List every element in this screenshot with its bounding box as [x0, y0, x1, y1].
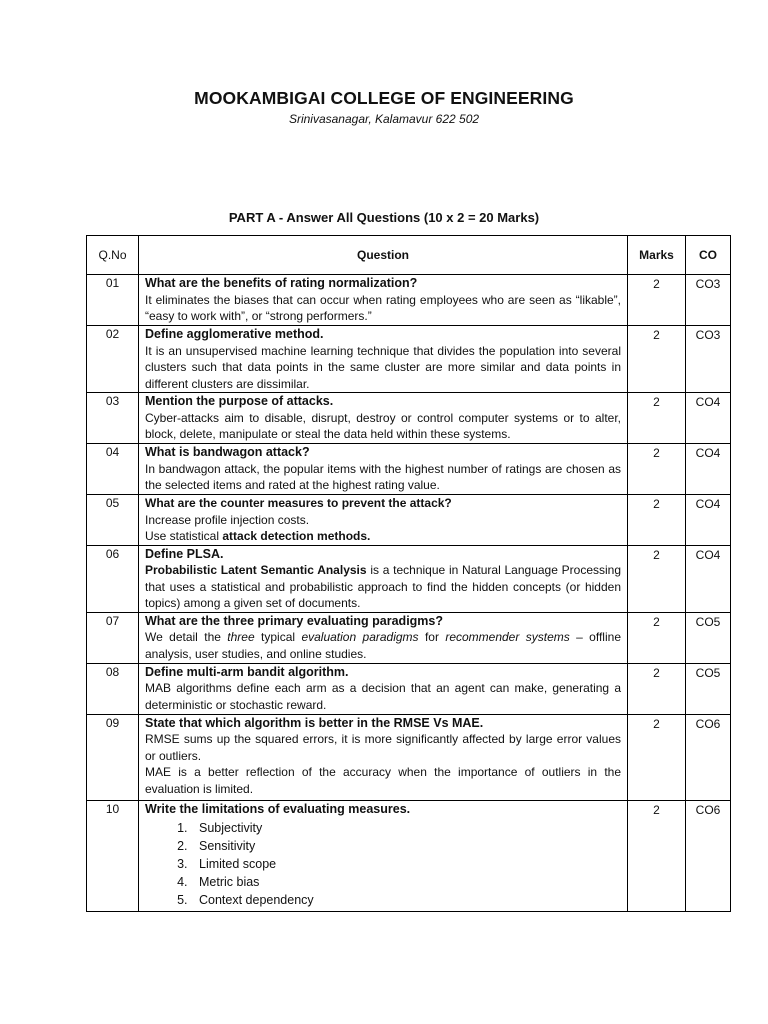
answer-text [145, 562, 621, 612]
co-cell: CO6 [686, 800, 731, 912]
college-name: MOOKAMBIGAI COLLEGE OF ENGINEERING [194, 88, 574, 108]
answer-text-plain: is a technique in Natural Language Processing that uses a statistical and probabilistic approach to find the hidden concepts (or hidden topics) among a given set of documents. [145, 563, 622, 610]
list-item: 2. Sensitivity [191, 837, 621, 855]
header-marks: Marks [628, 236, 686, 275]
part-title: PART A - Answer All Questions (10 x 2 = 20 Marks) [228, 210, 540, 225]
question-title: Define PLSA. [145, 546, 224, 561]
question-title: State that which algorithm is better in the RMSE Vs MAE. [145, 715, 484, 730]
question-cell [139, 275, 628, 326]
question-title: What are the three primary evaluating paradigms? [145, 613, 443, 628]
qno-cell: 10 [87, 800, 139, 912]
qno-cell: 07 [87, 612, 139, 663]
answer-text: Increase profile injection costs. [145, 512, 310, 527]
co-cell: CO4 [686, 495, 731, 546]
marks-cell: 2 [628, 275, 686, 326]
table-row [87, 800, 731, 912]
question-cell [139, 444, 628, 495]
answer-text-bold: Probabilistic Latent Semantic Analysis [145, 563, 367, 577]
table-row [87, 612, 731, 663]
table-header-row [87, 236, 731, 275]
qno-cell: 06 [87, 545, 139, 612]
question-table [86, 235, 731, 912]
co-cell: CO3 [686, 275, 731, 326]
qno-cell: 05 [87, 495, 139, 546]
question-cell [139, 326, 628, 393]
question-title: Define multi-arm bandit algorithm. [145, 664, 349, 679]
question-title: What are the benefits of rating normalization? [145, 276, 418, 290]
answer-text: It is an unsupervised machine learning technique that divides the population into several clusters such that data points in the same cluster are more similar and data points in different clusters are dissimilar. [145, 343, 621, 391]
qno-cell: 02 [87, 326, 139, 393]
question-title: Write the limitations of evaluating measures. [145, 801, 411, 816]
answer-text: MAB algorithms define each arm as a decision that an agent can make, generating a deterministic or stochastic reward. [145, 681, 621, 712]
table-row [87, 495, 731, 546]
marks-cell: 2 [628, 714, 686, 800]
qno-cell: 04 [87, 444, 139, 495]
marks-cell: 2 [628, 495, 686, 546]
co-cell: CO5 [686, 663, 731, 714]
marks-cell: 2 [628, 393, 686, 444]
college-address: Srinivasanagar, Kalamavur 622 502 [288, 112, 480, 126]
co-cell: CO6 [686, 714, 731, 800]
answer-text-bold: attack detection methods. [222, 529, 371, 543]
answer-text-plain: Use statistical [145, 529, 223, 543]
table-row [87, 326, 731, 393]
marks-cell: 2 [628, 612, 686, 663]
marks-cell: 2 [628, 800, 686, 912]
answer-text: Cyber-attacks aim to disable, disrupt, destroy or control computer systems or to alter, block, delete, manipulate or steal the data held within these systems. [145, 410, 621, 441]
question-cell [139, 663, 628, 714]
question-title: Mention the purpose of attacks. [145, 394, 334, 408]
answer-text-plain: – offline analysis, user studies, and online studies. [145, 630, 621, 661]
question-title: What is bandwagon attack? [145, 445, 310, 459]
marks-cell: 2 [628, 444, 686, 495]
marks-cell: 2 [628, 545, 686, 612]
limitations-list [145, 819, 621, 909]
question-cell [139, 545, 628, 612]
answer-text-italic: evaluation paradigms [301, 630, 419, 644]
marks-cell: 2 [628, 663, 686, 714]
answer-text-plain: typical [254, 630, 302, 644]
list-item: 5. Context dependency [191, 891, 621, 909]
answer-text-italic: recommender systems [445, 630, 570, 644]
list-item: 4. Metric bias [191, 873, 621, 891]
question-cell [139, 800, 628, 912]
co-cell: CO4 [686, 444, 731, 495]
answer-text: MAE is a better reflection of the accuracy when the importance of outliers in the evaluation is limited. [145, 765, 621, 796]
question-cell [139, 714, 628, 800]
co-cell: CO5 [686, 612, 731, 663]
table-row [87, 663, 731, 714]
answer-text [145, 629, 621, 662]
table-row [87, 545, 731, 612]
answer-text: It eliminates the biases that can occur when rating employees who are seen as “likable”, “easy to work with”, or “strong performers.” [145, 292, 621, 323]
question-cell [139, 612, 628, 663]
qno-cell: 08 [87, 663, 139, 714]
list-item: 1. Subjectivity [191, 819, 621, 837]
answer-text-italic: three [227, 630, 255, 644]
co-cell: CO4 [686, 393, 731, 444]
header-qno: Q.No [87, 236, 139, 275]
header-co: CO [686, 236, 731, 275]
table-row [87, 444, 731, 495]
question-cell [139, 393, 628, 444]
answer-text: RMSE sums up the squared errors, it is more significantly affected by large error values or outliers. [145, 732, 621, 763]
qno-cell: 09 [87, 714, 139, 800]
answer-text [145, 528, 621, 545]
answer-text-plain: for [418, 630, 446, 644]
list-item: 3. Limited scope [191, 855, 621, 873]
co-cell: CO4 [686, 545, 731, 612]
question-title: Define agglomerative method. [145, 327, 324, 341]
question-title: What are the counter measures to prevent the attack? [145, 496, 452, 510]
table-row [87, 275, 731, 326]
marks-cell: 2 [628, 326, 686, 393]
co-cell: CO3 [686, 326, 731, 393]
answer-text: In bandwagon attack, the popular items with the highest number of ratings are chosen as the selected items and rated at the highest rating value. [145, 461, 621, 492]
question-cell [139, 495, 628, 546]
header-question: Question [139, 236, 628, 275]
qno-cell: 03 [87, 393, 139, 444]
table-row [87, 714, 731, 800]
table-row [87, 393, 731, 444]
qno-cell: 01 [87, 275, 139, 326]
answer-text-plain: We detail the [145, 630, 228, 644]
